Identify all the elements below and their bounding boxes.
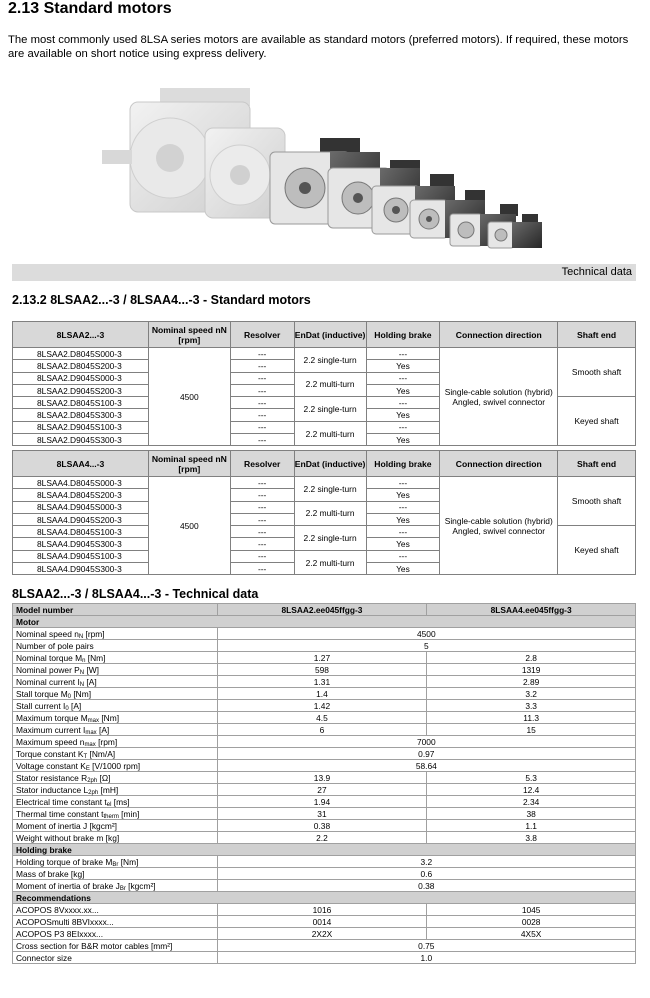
connection-line-1: Single-cable solution (hybrid)	[444, 386, 553, 397]
table-row	[13, 784, 636, 796]
row-label: Stall torque $M_0$ [Nm]	[13, 688, 218, 700]
col-model-title: 8LSAA4...-3	[13, 451, 149, 477]
row-label: Nominal torque $M_n$ [Nm]	[13, 652, 218, 664]
row-value-1: 27	[217, 784, 427, 796]
table-row	[13, 724, 636, 736]
row-value-2: 1319	[427, 664, 636, 676]
row-label: Nominal power $P_N$ [W]	[13, 664, 218, 676]
resolver-value: ---	[230, 348, 294, 360]
table-row	[13, 712, 636, 724]
table-row	[13, 688, 636, 700]
table-row	[13, 916, 636, 928]
shaft-value: Smooth shaft	[558, 477, 636, 526]
resolver-value: ---	[230, 513, 294, 525]
row-value: 0.38	[217, 880, 635, 892]
resolver-value: ---	[230, 434, 294, 446]
resolver-value: ---	[230, 421, 294, 433]
endat-value: 2.2 single-turn	[294, 477, 366, 502]
col-shaft: Shaft end	[558, 451, 636, 477]
col-brake: Holding brake	[366, 451, 440, 477]
col-endat: EnDat (inductive)	[294, 322, 366, 348]
col-shaft: Shaft end	[558, 322, 636, 348]
row-label: Maximum speed $n_{max}$ [rpm]	[13, 736, 218, 748]
col-model-title: 8LSAA2...-3	[13, 322, 149, 348]
row-value-1: 1.42	[217, 700, 427, 712]
model-number: 8LSAA4.D9045S300-3	[13, 563, 149, 575]
section-heading-technical-data: 8LSAA2...-3 / 8LSAA4...-3 - Technical data	[12, 587, 259, 601]
table-row	[13, 676, 636, 688]
row-label: Holding torque of brake $M_{Br}$ [Nm]	[13, 856, 218, 868]
row-label: ACOPOSmulti 8BVIxxxx...	[13, 916, 218, 928]
row-label: Nominal current $I_N$ [A]	[13, 676, 218, 688]
model-number: 8LSAA2.D8045S000-3	[13, 348, 149, 360]
brake-value: Yes	[366, 409, 440, 421]
col-resolver: Resolver	[230, 322, 294, 348]
row-value-1: 2.2	[217, 832, 427, 844]
brake-value: ---	[366, 501, 440, 513]
row-value-2: 3.2	[427, 688, 636, 700]
row-value-2: 2.89	[427, 676, 636, 688]
resolver-value: ---	[230, 526, 294, 538]
brake-value: Yes	[366, 489, 440, 501]
endat-value: 2.2 single-turn	[294, 526, 366, 551]
row-value-1: 1.27	[217, 652, 427, 664]
resolver-value: ---	[230, 477, 294, 489]
row-value: 0.97	[217, 748, 635, 760]
table-row	[13, 952, 636, 964]
intro-paragraph: The most commonly used 8LSA series motors are available as standard motors (preferred motors). If required, these motors are available on short notice using express delivery.	[8, 34, 629, 60]
endat-value: 2.2 single-turn	[294, 397, 366, 422]
model-number: 8LSAA4.D9045S100-3	[13, 550, 149, 562]
row-label: Stator resistance $R_{2ph}$ [Ω]	[13, 772, 218, 784]
table-row	[13, 664, 636, 676]
model-number: 8LSAA4.D8045S000-3	[13, 477, 149, 489]
table-row	[13, 748, 636, 760]
row-label: Stall current $I_0$ [A]	[13, 700, 218, 712]
model-number: 8LSAA4.D9045S000-3	[13, 501, 149, 513]
table-row	[13, 940, 636, 952]
brake-value: ---	[366, 550, 440, 562]
row-value-1: 31	[217, 808, 427, 820]
speed-value: 4500	[148, 477, 230, 575]
row-value: 0.75	[217, 940, 635, 952]
table-row	[13, 772, 636, 784]
connection-value	[440, 477, 558, 575]
row-value-2: 0028	[427, 916, 636, 928]
brake-value: ---	[366, 526, 440, 538]
row-value-1: 2X2X	[217, 928, 427, 940]
motors-illustration	[100, 80, 560, 262]
col-connection: Connection direction	[440, 451, 558, 477]
row-label: Stator inductance $L_{2ph}$ [mH]	[13, 784, 218, 796]
row-label: Electrical time constant $t_{el}$ [ms]	[13, 796, 218, 808]
resolver-value: ---	[230, 409, 294, 421]
row-value-1: 0.38	[217, 820, 427, 832]
row-label: Maximum torque $M_{max}$ [Nm]	[13, 712, 218, 724]
table-row	[13, 652, 636, 664]
model-number: 8LSAA2.D8045S300-3	[13, 409, 149, 421]
row-value-1: 6	[217, 724, 427, 736]
brake-value: ---	[366, 372, 440, 384]
row-value-1: 4.5	[217, 712, 427, 724]
row-value-2: 2.34	[427, 796, 636, 808]
brake-value: ---	[366, 421, 440, 433]
brake-value: Yes	[366, 538, 440, 550]
model-number: 8LSAA2.D8045S200-3	[13, 360, 149, 372]
row-value-2: 2.8	[427, 652, 636, 664]
row-value-2: 3.3	[427, 700, 636, 712]
endat-value: 2.2 multi-turn	[294, 550, 366, 575]
technical-data-bar: Technical data	[12, 264, 636, 281]
row-value-1: 13.9	[217, 772, 427, 784]
table-row	[13, 856, 636, 868]
row-label: Connector size	[13, 952, 218, 964]
connection-line-2: Angled, swivel connector	[452, 396, 546, 407]
row-value-1: 1.4	[217, 688, 427, 700]
brake-value: ---	[366, 348, 440, 360]
table-row	[13, 640, 636, 652]
row-value: 7000	[217, 736, 635, 748]
col-brake: Holding brake	[366, 322, 440, 348]
row-label: Cross section for B&R motor cables [mm²]	[13, 940, 218, 952]
shaft-value: Keyed shaft	[558, 397, 636, 446]
model-number: 8LSAA2.D8045S100-3	[13, 397, 149, 409]
section-holding-brake: Holding brake	[13, 844, 636, 856]
row-label: Mass of brake [kg]	[13, 868, 218, 880]
row-value-2: 12.4	[427, 784, 636, 796]
table-row	[13, 832, 636, 844]
resolver-value: ---	[230, 550, 294, 562]
model-number: 8LSAA2.D9045S100-3	[13, 421, 149, 433]
brake-value: Yes	[366, 434, 440, 446]
brake-value: Yes	[366, 563, 440, 575]
table-row	[13, 700, 636, 712]
row-value-2: 1.1	[427, 820, 636, 832]
row-value-2: 5.3	[427, 772, 636, 784]
brake-value: ---	[366, 477, 440, 489]
row-value: 0.6	[217, 868, 635, 880]
col-speed: Nominal speed nN [rpm]	[148, 451, 230, 477]
row-value-2: 15	[427, 724, 636, 736]
brake-value: Yes	[366, 384, 440, 396]
row-value: 3.2	[217, 856, 635, 868]
section-motor: Motor	[13, 616, 636, 628]
resolver-value: ---	[230, 397, 294, 409]
table-row	[13, 928, 636, 940]
resolver-value: ---	[230, 384, 294, 396]
row-label: Maximum current $I_{max}$ [A]	[13, 724, 218, 736]
row-label: Nominal speed $n_N$ [rpm]	[13, 628, 218, 640]
table-row	[13, 477, 636, 489]
row-label: Torque constant $K_T$ [Nm/A]	[13, 748, 218, 760]
brake-value: ---	[366, 397, 440, 409]
row-value-2: 11.3	[427, 712, 636, 724]
resolver-value: ---	[230, 489, 294, 501]
col-connection: Connection direction	[440, 322, 558, 348]
speed-value: 4500	[148, 348, 230, 446]
row-value-2: 38	[427, 808, 636, 820]
row-value: 1.0	[217, 952, 635, 964]
row-value-1: 0014	[217, 916, 427, 928]
model-column-1: 8LSAA2.ee045ffgg-3	[217, 604, 427, 616]
row-label: ACOPOS 8Vxxxx.xx...	[13, 904, 218, 916]
brake-value: Yes	[366, 360, 440, 372]
table-row	[13, 904, 636, 916]
table-row	[13, 760, 636, 772]
model-number: 8LSAA2.D9045S000-3	[13, 372, 149, 384]
row-value: 58.64	[217, 760, 635, 772]
resolver-value: ---	[230, 563, 294, 575]
resolver-value: ---	[230, 538, 294, 550]
row-value-1: 1.94	[217, 796, 427, 808]
resolver-value: ---	[230, 360, 294, 372]
row-label: Voltage constant $K_E$ [V/1000 rpm]	[13, 760, 218, 772]
row-label: Moment of inertia of brake $J_{Br}$ [kgcm²]	[13, 880, 218, 892]
section-heading-standard-motors: 2.13.2 8LSAA2...-3 / 8LSAA4...-3 - Standard motors	[12, 293, 311, 307]
model-number: 8LSAA4.D9045S300-3	[13, 538, 149, 550]
shaft-value: Smooth shaft	[558, 348, 636, 397]
section-recommendations: Recommendations	[13, 892, 636, 904]
row-label: ACOPOS P3 8EIxxxx...	[13, 928, 218, 940]
resolver-value: ---	[230, 501, 294, 513]
row-value-2: 3.8	[427, 832, 636, 844]
model-number: 8LSAA2.D9045S200-3	[13, 384, 149, 396]
row-value-2: 1045	[427, 904, 636, 916]
shaft-value: Keyed shaft	[558, 526, 636, 575]
model-number: 8LSAA4.D8045S200-3	[13, 489, 149, 501]
row-value-1: 598	[217, 664, 427, 676]
endat-value: 2.2 single-turn	[294, 348, 366, 373]
table-row	[13, 628, 636, 640]
row-label: Weight without brake m [kg]	[13, 832, 218, 844]
selection-table-8lsaa2	[12, 321, 636, 446]
table-row	[13, 868, 636, 880]
technical-data-table	[12, 603, 636, 964]
connection-line-1: Single-cable solution (hybrid)	[444, 515, 553, 526]
model-number-label: Model number	[13, 604, 218, 616]
row-label: Moment of inertia J [kgcm²]	[13, 820, 218, 832]
model-column-2: 8LSAA4.ee045ffgg-3	[427, 604, 636, 616]
col-resolver: Resolver	[230, 451, 294, 477]
endat-value: 2.2 multi-turn	[294, 421, 366, 446]
table-row	[13, 808, 636, 820]
resolver-value: ---	[230, 372, 294, 384]
row-label: Number of pole pairs	[13, 640, 218, 652]
endat-value: 2.2 multi-turn	[294, 372, 366, 397]
row-value-2: 4X5X	[427, 928, 636, 940]
model-number: 8LSAA4.D8045S100-3	[13, 526, 149, 538]
connection-value	[440, 348, 558, 446]
endat-value: 2.2 multi-turn	[294, 501, 366, 526]
row-value-1: 1016	[217, 904, 427, 916]
col-endat: EnDat (inductive)	[294, 451, 366, 477]
row-value: 5	[217, 640, 635, 652]
row-value: 4500	[217, 628, 635, 640]
row-value-1: 1.31	[217, 676, 427, 688]
page-heading: 2.13 Standard motors	[8, 0, 172, 17]
model-number: 8LSAA2.D9045S300-3	[13, 434, 149, 446]
table-row	[13, 796, 636, 808]
model-number: 8LSAA4.D9045S200-3	[13, 513, 149, 525]
selection-table-8lsaa4	[12, 450, 636, 575]
row-label: Thermal time constant $t_{therm}$ [min]	[13, 808, 218, 820]
table-row	[13, 820, 636, 832]
table-row	[13, 880, 636, 892]
table-row	[13, 348, 636, 360]
connection-line-2: Angled, swivel connector	[452, 525, 546, 536]
table-row	[13, 736, 636, 748]
col-speed: Nominal speed nN [rpm]	[148, 322, 230, 348]
brake-value: Yes	[366, 513, 440, 525]
